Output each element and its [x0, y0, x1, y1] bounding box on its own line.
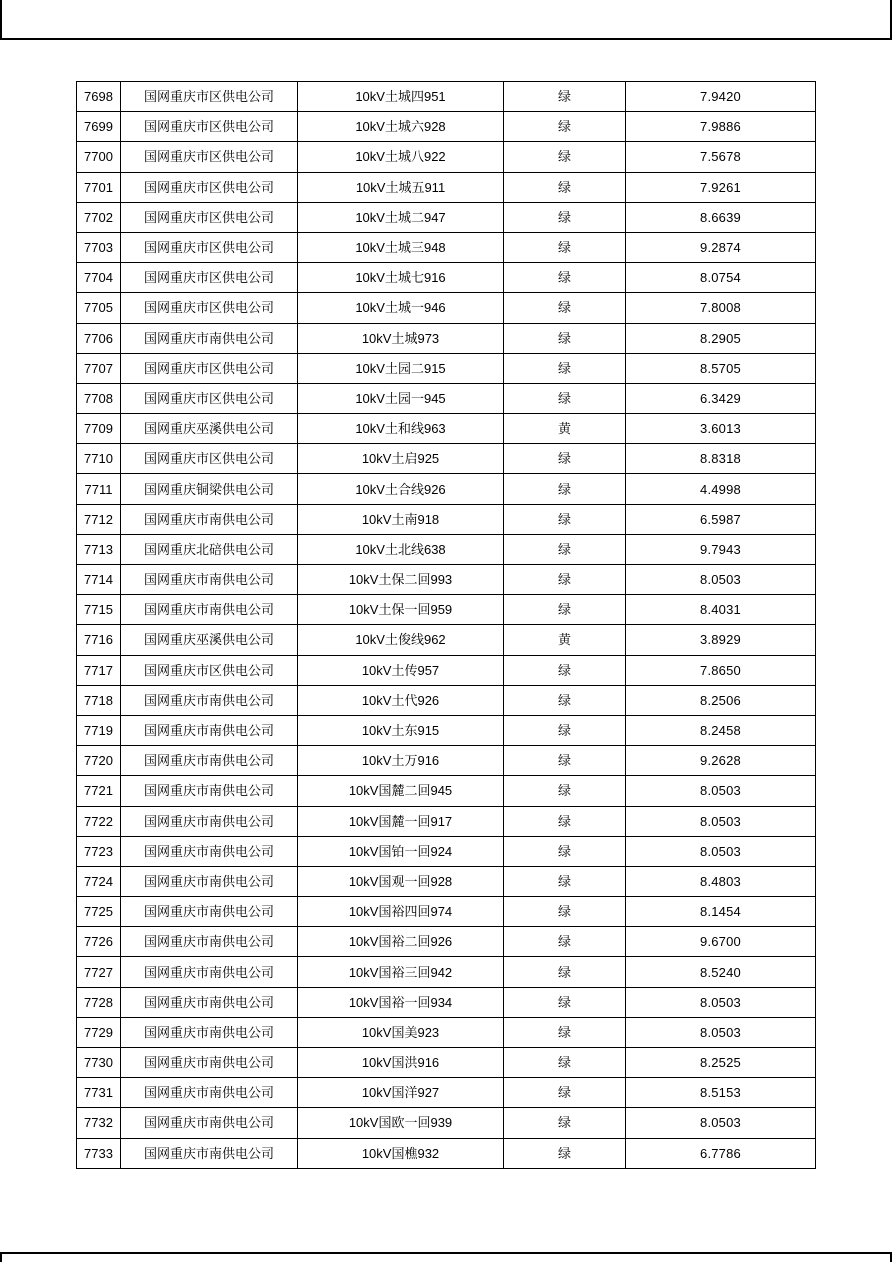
status-cell: 绿	[504, 82, 626, 112]
status-cell: 绿	[504, 565, 626, 595]
company-cell: 国网重庆市区供电公司	[121, 232, 298, 262]
status-cell: 绿	[504, 957, 626, 987]
line-name-cell: 10kV国洋927	[298, 1078, 504, 1108]
row-id-cell: 7698	[77, 82, 121, 112]
value-cell: 6.5987	[626, 504, 816, 534]
value-cell: 8.0503	[626, 1017, 816, 1047]
table-row	[77, 232, 816, 262]
table-row	[77, 927, 816, 957]
value-cell: 7.9420	[626, 82, 816, 112]
status-cell: 绿	[504, 353, 626, 383]
status-cell: 绿	[504, 293, 626, 323]
status-cell: 绿	[504, 383, 626, 413]
value-cell: 8.1454	[626, 897, 816, 927]
line-name-cell: 10kV土和线963	[298, 414, 504, 444]
status-cell: 绿	[504, 263, 626, 293]
company-cell: 国网重庆市区供电公司	[121, 202, 298, 232]
status-cell: 绿	[504, 1078, 626, 1108]
line-name-cell: 10kV土城五911	[298, 172, 504, 202]
line-name-cell: 10kV土城六928	[298, 112, 504, 142]
value-cell: 8.0503	[626, 565, 816, 595]
status-cell: 绿	[504, 172, 626, 202]
company-cell: 国网重庆市南供电公司	[121, 927, 298, 957]
table-row	[77, 474, 816, 504]
row-id-cell: 7725	[77, 897, 121, 927]
table-row	[77, 293, 816, 323]
row-id-cell: 7707	[77, 353, 121, 383]
value-cell: 8.5153	[626, 1078, 816, 1108]
value-cell: 9.2628	[626, 746, 816, 776]
row-id-cell: 7714	[77, 565, 121, 595]
company-cell: 国网重庆市南供电公司	[121, 504, 298, 534]
row-id-cell: 7699	[77, 112, 121, 142]
status-cell: 绿	[504, 897, 626, 927]
line-name-cell: 10kV国麓二回945	[298, 776, 504, 806]
company-cell: 国网重庆市南供电公司	[121, 323, 298, 353]
table-row	[77, 715, 816, 745]
value-cell: 8.2905	[626, 323, 816, 353]
value-cell: 8.4803	[626, 866, 816, 896]
row-id-cell: 7708	[77, 383, 121, 413]
line-name-cell: 10kV国裕三回942	[298, 957, 504, 987]
line-name-cell: 10kV土合线926	[298, 474, 504, 504]
status-cell: 绿	[504, 595, 626, 625]
table-row	[77, 625, 816, 655]
row-id-cell: 7730	[77, 1048, 121, 1078]
table-row	[77, 746, 816, 776]
line-name-cell: 10kV土俊线962	[298, 625, 504, 655]
row-id-cell: 7704	[77, 263, 121, 293]
row-id-cell: 7711	[77, 474, 121, 504]
table-row	[77, 1108, 816, 1138]
row-id-cell: 7729	[77, 1017, 121, 1047]
table-row	[77, 353, 816, 383]
value-cell: 7.8008	[626, 293, 816, 323]
status-cell: 绿	[504, 232, 626, 262]
line-name-cell: 10kV国观一回928	[298, 866, 504, 896]
value-cell: 7.5678	[626, 142, 816, 172]
value-cell: 8.5705	[626, 353, 816, 383]
company-cell: 国网重庆市南供电公司	[121, 685, 298, 715]
table-row	[77, 987, 816, 1017]
status-cell: 绿	[504, 927, 626, 957]
value-cell: 8.0503	[626, 836, 816, 866]
bottom-left-edge-tick	[0, 1252, 2, 1262]
table-row	[77, 202, 816, 232]
company-cell: 国网重庆市区供电公司	[121, 353, 298, 383]
table-row	[77, 565, 816, 595]
company-cell: 国网重庆巫溪供电公司	[121, 414, 298, 444]
company-cell: 国网重庆市区供电公司	[121, 82, 298, 112]
status-cell: 绿	[504, 685, 626, 715]
value-cell: 7.8650	[626, 655, 816, 685]
line-name-cell: 10kV土城八922	[298, 142, 504, 172]
company-cell: 国网重庆市南供电公司	[121, 715, 298, 745]
row-id-cell: 7721	[77, 776, 121, 806]
line-name-cell: 10kV土保一回959	[298, 595, 504, 625]
company-cell: 国网重庆市区供电公司	[121, 142, 298, 172]
table-row	[77, 1017, 816, 1047]
table-row	[77, 897, 816, 927]
row-id-cell: 7733	[77, 1138, 121, 1168]
status-cell: 绿	[504, 202, 626, 232]
status-cell: 黄	[504, 625, 626, 655]
value-cell: 8.2525	[626, 1048, 816, 1078]
value-cell: 8.0754	[626, 263, 816, 293]
value-cell: 6.7786	[626, 1138, 816, 1168]
line-name-cell: 10kV土启925	[298, 444, 504, 474]
company-cell: 国网重庆市南供电公司	[121, 987, 298, 1017]
value-cell: 3.8929	[626, 625, 816, 655]
table-row	[77, 444, 816, 474]
row-id-cell: 7705	[77, 293, 121, 323]
line-name-cell: 10kV土代926	[298, 685, 504, 715]
company-cell: 国网重庆市南供电公司	[121, 806, 298, 836]
line-name-cell: 10kV土园一945	[298, 383, 504, 413]
top-rule	[0, 38, 892, 40]
value-cell: 8.6639	[626, 202, 816, 232]
company-cell: 国网重庆市区供电公司	[121, 112, 298, 142]
company-cell: 国网重庆市区供电公司	[121, 293, 298, 323]
status-cell: 绿	[504, 746, 626, 776]
line-name-cell: 10kV国裕一回934	[298, 987, 504, 1017]
value-cell: 4.4998	[626, 474, 816, 504]
company-cell: 国网重庆市南供电公司	[121, 1017, 298, 1047]
row-id-cell: 7716	[77, 625, 121, 655]
table-row	[77, 263, 816, 293]
company-cell: 国网重庆市区供电公司	[121, 444, 298, 474]
line-name-cell: 10kV土北线638	[298, 534, 504, 564]
line-name-cell: 10kV国樵932	[298, 1138, 504, 1168]
status-cell: 绿	[504, 655, 626, 685]
company-cell: 国网重庆市南供电公司	[121, 1048, 298, 1078]
line-name-cell: 10kV土城973	[298, 323, 504, 353]
line-name-cell: 10kV土园二915	[298, 353, 504, 383]
company-cell: 国网重庆市区供电公司	[121, 383, 298, 413]
table-row	[77, 1048, 816, 1078]
table-body	[77, 82, 816, 1169]
table-row	[77, 1078, 816, 1108]
row-id-cell: 7715	[77, 595, 121, 625]
line-name-cell: 10kV土城七916	[298, 263, 504, 293]
table-row	[77, 685, 816, 715]
value-cell: 7.9261	[626, 172, 816, 202]
status-cell: 绿	[504, 776, 626, 806]
row-id-cell: 7713	[77, 534, 121, 564]
status-cell: 绿	[504, 323, 626, 353]
row-id-cell: 7709	[77, 414, 121, 444]
value-cell: 9.6700	[626, 927, 816, 957]
status-cell: 绿	[504, 534, 626, 564]
line-name-cell: 10kV土传957	[298, 655, 504, 685]
company-cell: 国网重庆市南供电公司	[121, 776, 298, 806]
line-name-cell: 10kV国洪916	[298, 1048, 504, 1078]
row-id-cell: 7722	[77, 806, 121, 836]
table-row	[77, 595, 816, 625]
table-row	[77, 112, 816, 142]
line-name-cell: 10kV土东915	[298, 715, 504, 745]
status-cell: 绿	[504, 504, 626, 534]
status-cell: 绿	[504, 1048, 626, 1078]
table-row	[77, 504, 816, 534]
row-id-cell: 7720	[77, 746, 121, 776]
company-cell: 国网重庆市区供电公司	[121, 172, 298, 202]
row-id-cell: 7717	[77, 655, 121, 685]
row-id-cell: 7700	[77, 142, 121, 172]
table-row	[77, 383, 816, 413]
line-name-cell: 10kV国美923	[298, 1017, 504, 1047]
row-id-cell: 7710	[77, 444, 121, 474]
company-cell: 国网重庆市南供电公司	[121, 957, 298, 987]
row-id-cell: 7727	[77, 957, 121, 987]
top-left-edge-tick	[0, 0, 2, 40]
table-row	[77, 534, 816, 564]
company-cell: 国网重庆铜梁供电公司	[121, 474, 298, 504]
table-row	[77, 1138, 816, 1168]
table-row	[77, 82, 816, 112]
status-cell: 绿	[504, 112, 626, 142]
table-row	[77, 957, 816, 987]
row-id-cell: 7731	[77, 1078, 121, 1108]
status-cell: 绿	[504, 806, 626, 836]
table-row	[77, 414, 816, 444]
status-cell: 绿	[504, 1108, 626, 1138]
line-name-cell: 10kV土保二回993	[298, 565, 504, 595]
row-id-cell: 7726	[77, 927, 121, 957]
row-id-cell: 7706	[77, 323, 121, 353]
status-cell: 绿	[504, 474, 626, 504]
status-cell: 绿	[504, 1138, 626, 1168]
line-name-cell: 10kV土南918	[298, 504, 504, 534]
status-cell: 绿	[504, 715, 626, 745]
company-cell: 国网重庆市南供电公司	[121, 746, 298, 776]
value-cell: 8.0503	[626, 806, 816, 836]
company-cell: 国网重庆市南供电公司	[121, 1108, 298, 1138]
value-cell: 8.0503	[626, 776, 816, 806]
line-name-cell: 10kV国麓一回917	[298, 806, 504, 836]
status-cell: 绿	[504, 444, 626, 474]
row-id-cell: 7732	[77, 1108, 121, 1138]
company-cell: 国网重庆北碚供电公司	[121, 534, 298, 564]
table-row	[77, 776, 816, 806]
value-cell: 8.2458	[626, 715, 816, 745]
value-cell: 9.2874	[626, 232, 816, 262]
company-cell: 国网重庆巫溪供电公司	[121, 625, 298, 655]
table-row	[77, 836, 816, 866]
line-name-cell: 10kV国裕四回974	[298, 897, 504, 927]
row-id-cell: 7723	[77, 836, 121, 866]
line-name-cell: 10kV土万916	[298, 746, 504, 776]
row-id-cell: 7718	[77, 685, 121, 715]
company-cell: 国网重庆市南供电公司	[121, 1138, 298, 1168]
company-cell: 国网重庆市南供电公司	[121, 1078, 298, 1108]
value-cell: 7.9886	[626, 112, 816, 142]
line-name-cell: 10kV土城二947	[298, 202, 504, 232]
row-id-cell: 7728	[77, 987, 121, 1017]
table-row	[77, 655, 816, 685]
bottom-rule	[0, 1252, 892, 1254]
table-row	[77, 323, 816, 353]
status-cell: 绿	[504, 836, 626, 866]
row-id-cell: 7712	[77, 504, 121, 534]
value-cell: 6.3429	[626, 383, 816, 413]
value-cell: 8.5240	[626, 957, 816, 987]
value-cell: 3.6013	[626, 414, 816, 444]
line-name-cell: 10kV土城三948	[298, 232, 504, 262]
company-cell: 国网重庆市南供电公司	[121, 866, 298, 896]
value-cell: 8.8318	[626, 444, 816, 474]
table-row	[77, 866, 816, 896]
status-cell: 绿	[504, 1017, 626, 1047]
line-status-table	[76, 81, 816, 1169]
row-id-cell: 7702	[77, 202, 121, 232]
status-cell: 绿	[504, 866, 626, 896]
row-id-cell: 7703	[77, 232, 121, 262]
value-cell: 8.4031	[626, 595, 816, 625]
table-row	[77, 172, 816, 202]
line-name-cell: 10kV土城一946	[298, 293, 504, 323]
table-row	[77, 142, 816, 172]
value-cell: 8.2506	[626, 685, 816, 715]
company-cell: 国网重庆市南供电公司	[121, 836, 298, 866]
row-id-cell: 7701	[77, 172, 121, 202]
status-cell: 黄	[504, 414, 626, 444]
company-cell: 国网重庆市南供电公司	[121, 565, 298, 595]
company-cell: 国网重庆市南供电公司	[121, 897, 298, 927]
value-cell: 8.0503	[626, 987, 816, 1017]
line-name-cell: 10kV土城四951	[298, 82, 504, 112]
line-name-cell: 10kV国铂一回924	[298, 836, 504, 866]
table-row	[77, 806, 816, 836]
company-cell: 国网重庆市区供电公司	[121, 655, 298, 685]
company-cell: 国网重庆市区供电公司	[121, 263, 298, 293]
line-name-cell: 10kV国欧一回939	[298, 1108, 504, 1138]
status-cell: 绿	[504, 142, 626, 172]
line-name-cell: 10kV国裕二回926	[298, 927, 504, 957]
value-cell: 9.7943	[626, 534, 816, 564]
value-cell: 8.0503	[626, 1108, 816, 1138]
status-cell: 绿	[504, 987, 626, 1017]
row-id-cell: 7719	[77, 715, 121, 745]
company-cell: 国网重庆市南供电公司	[121, 595, 298, 625]
row-id-cell: 7724	[77, 866, 121, 896]
